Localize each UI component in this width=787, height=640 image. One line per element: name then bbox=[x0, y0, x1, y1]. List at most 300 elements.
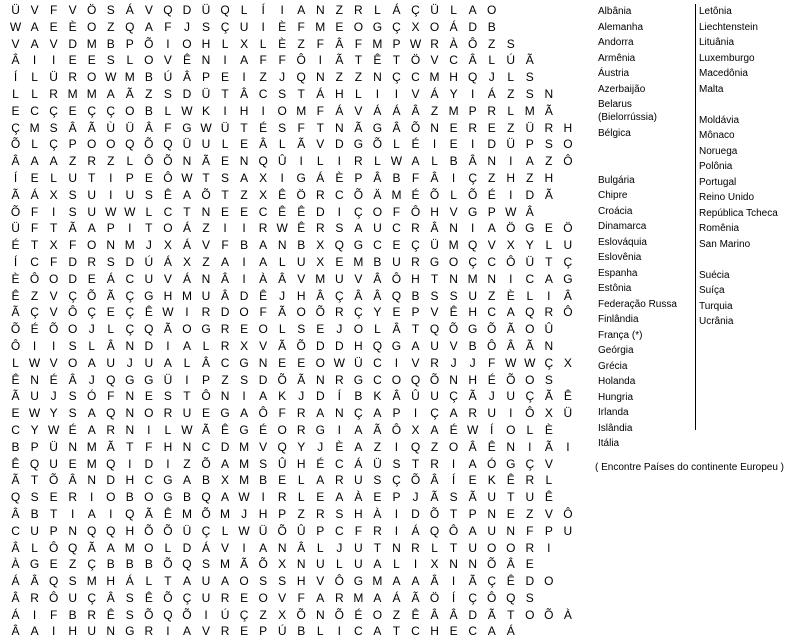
grid-letter: Â bbox=[430, 221, 439, 236]
word-list-column-1 bbox=[598, 4, 688, 452]
grid-letter: G bbox=[163, 490, 173, 505]
grid-letter: E bbox=[278, 473, 287, 488]
grid-letter: G bbox=[467, 204, 478, 219]
grid-letter: M bbox=[429, 70, 440, 85]
grid-letter: Ç bbox=[87, 305, 97, 320]
grid-row bbox=[6, 237, 577, 254]
grid-letter: O bbox=[106, 490, 116, 505]
grid-letter: J bbox=[50, 389, 57, 404]
grid-letter: A bbox=[163, 355, 172, 370]
grid-letter: Q bbox=[163, 137, 173, 152]
grid-letter: V bbox=[49, 305, 58, 320]
grid-letter: Z bbox=[68, 557, 77, 572]
grid-letter: Z bbox=[354, 70, 363, 85]
grid-letter: I bbox=[223, 221, 227, 236]
grid-letter: O bbox=[525, 607, 535, 622]
word-list-column-2 bbox=[699, 4, 778, 330]
grid-letter: A bbox=[259, 254, 268, 269]
grid-letter: V bbox=[49, 36, 58, 51]
grid-letter: Ã bbox=[87, 120, 96, 135]
grid-letter: Z bbox=[259, 607, 267, 622]
grid-letter: Ã bbox=[201, 422, 210, 437]
grid-letter: I bbox=[242, 271, 246, 286]
grid-letter: I bbox=[337, 154, 341, 169]
grid-row bbox=[6, 523, 577, 540]
country-word: Chipre bbox=[598, 190, 628, 201]
grid-letter: À bbox=[563, 607, 572, 622]
grid-letter: N bbox=[334, 406, 344, 421]
grid-letter: W bbox=[238, 490, 250, 505]
grid-letter: A bbox=[30, 624, 39, 639]
grid-letter: Q bbox=[334, 238, 344, 253]
grid-letter: I bbox=[51, 204, 56, 219]
grid-letter: W bbox=[124, 204, 136, 219]
grid-letter: F bbox=[30, 204, 39, 219]
grid-letter: U bbox=[315, 557, 325, 572]
grid-letter: R bbox=[334, 305, 344, 320]
grid-letter: B bbox=[106, 557, 115, 572]
grid-letter: I bbox=[32, 338, 37, 353]
grid-letter: H bbox=[563, 120, 573, 135]
grid-letter: P bbox=[125, 170, 134, 185]
grid-letter: P bbox=[316, 523, 325, 538]
country-word: Irlanda bbox=[598, 407, 629, 418]
grid-letter: B bbox=[240, 238, 249, 253]
grid-letter: Ç bbox=[125, 305, 135, 320]
grid-row bbox=[6, 187, 577, 204]
grid-letter: Â bbox=[11, 540, 20, 555]
grid-letter: L bbox=[545, 238, 553, 253]
grid-letter: U bbox=[430, 338, 439, 353]
grid-letter: Ú bbox=[220, 607, 230, 622]
grid-letter: E bbox=[240, 204, 249, 219]
grid-letter: D bbox=[182, 3, 192, 17]
grid-letter: Ç bbox=[525, 456, 535, 471]
grid-row bbox=[6, 288, 577, 305]
grid-letter: Ç bbox=[468, 590, 477, 605]
grid-letter: Ã bbox=[11, 305, 20, 320]
grid-letter: N bbox=[315, 70, 325, 85]
grid-letter: M bbox=[239, 439, 250, 454]
grid-letter: I bbox=[299, 154, 303, 169]
country-word: Letônia bbox=[699, 6, 732, 17]
grid-letter: Ü bbox=[525, 254, 535, 269]
grid-letter: V bbox=[11, 36, 20, 51]
grid-letter: Ã bbox=[278, 305, 287, 320]
grid-letter: P bbox=[106, 221, 115, 236]
grid-letter: Õ bbox=[410, 473, 421, 488]
grid-letter: Ã bbox=[544, 389, 553, 404]
grid-letter: Ô bbox=[10, 338, 21, 353]
grid-letter: Z bbox=[221, 372, 229, 387]
grid-letter: G bbox=[429, 254, 440, 269]
grid-row bbox=[6, 607, 577, 624]
grid-letter: F bbox=[107, 389, 115, 404]
grid-letter: A bbox=[487, 221, 496, 236]
country-word: Ucrânia bbox=[699, 316, 734, 327]
grid-letter: Ô bbox=[487, 338, 497, 353]
grid-letter: T bbox=[49, 506, 58, 521]
grid-letter: R bbox=[106, 422, 116, 437]
grid-letter: W bbox=[390, 154, 403, 169]
grid-letter: H bbox=[544, 170, 554, 185]
grid-letter: I bbox=[413, 406, 418, 421]
grid-letter: E bbox=[221, 154, 230, 169]
grid-letter: Ç bbox=[87, 103, 97, 118]
grid-letter: Ô bbox=[391, 271, 402, 286]
grid-letter: S bbox=[506, 36, 515, 51]
grid-row bbox=[6, 136, 577, 153]
grid-letter: S bbox=[106, 254, 115, 269]
grid-letter: Õ bbox=[544, 607, 554, 622]
grid-letter: M bbox=[124, 70, 135, 85]
grid-letter: I bbox=[375, 86, 380, 101]
grid-letter: Ç bbox=[354, 204, 363, 219]
grid-letter: Á bbox=[449, 19, 458, 34]
grid-letter: G bbox=[372, 120, 383, 135]
grid-letter: S bbox=[335, 221, 344, 236]
grid-letter: I bbox=[394, 523, 399, 538]
grid-letter: E bbox=[449, 120, 458, 135]
grid-letter: N bbox=[106, 238, 116, 253]
grid-letter: R bbox=[87, 254, 97, 269]
grid-letter: Á bbox=[316, 86, 325, 101]
grid-letter: T bbox=[449, 540, 458, 555]
grid-letter: I bbox=[242, 254, 246, 269]
grid-letter: U bbox=[354, 557, 363, 572]
grid-row bbox=[6, 36, 577, 53]
grid-letter: M bbox=[391, 187, 402, 202]
grid-letter: E bbox=[144, 170, 153, 185]
grid-letter: S bbox=[68, 574, 77, 589]
grid-letter: F bbox=[354, 36, 363, 51]
grid-letter: É bbox=[449, 422, 458, 437]
grid-letter: V bbox=[68, 3, 77, 17]
grid-letter: O bbox=[239, 574, 249, 589]
grid-letter: D bbox=[68, 254, 77, 269]
grid-letter: Ê bbox=[544, 490, 553, 505]
grid-letter: G bbox=[163, 473, 173, 488]
grid-letter: Í bbox=[261, 3, 265, 17]
grid-letter: A bbox=[506, 305, 515, 320]
grid-letter: I bbox=[185, 372, 189, 387]
grid-letter: C bbox=[201, 439, 211, 454]
grid-letter: R bbox=[411, 540, 420, 555]
grid-letter: E bbox=[68, 103, 77, 118]
grid-letter: Z bbox=[488, 36, 496, 51]
grid-letter: L bbox=[374, 322, 381, 337]
grid-letter: Û bbox=[544, 322, 554, 337]
grid-letter: O bbox=[372, 607, 383, 622]
grid-letter: N bbox=[277, 540, 287, 555]
grid-letter: F bbox=[145, 439, 153, 454]
grid-letter: L bbox=[12, 355, 19, 370]
grid-letter: B bbox=[411, 288, 420, 303]
grid-letter: L bbox=[374, 154, 381, 169]
grid-letter: I bbox=[70, 506, 75, 521]
grid-letter: G bbox=[391, 338, 402, 353]
grid-letter: I bbox=[166, 624, 170, 639]
grid-letter: H bbox=[334, 86, 344, 101]
grid-letter: Ô bbox=[563, 154, 573, 169]
grid-letter: F bbox=[49, 607, 58, 622]
grid-letter: Á bbox=[411, 523, 420, 538]
grid-letter: Û bbox=[277, 456, 287, 471]
grid-letter: P bbox=[30, 439, 39, 454]
grid-letter: I bbox=[547, 540, 551, 555]
grid-letter: F bbox=[488, 355, 496, 370]
grid-letter: Ê bbox=[449, 305, 458, 320]
grid-letter: S bbox=[544, 137, 553, 152]
grid-letter: U bbox=[68, 170, 77, 185]
grid-letter: W bbox=[181, 103, 193, 118]
grid-letter: Õ bbox=[10, 204, 21, 219]
grid-letter: C bbox=[220, 355, 230, 370]
grid-letter: I bbox=[32, 53, 37, 68]
grid-letter: Ô bbox=[391, 422, 402, 437]
grid-letter: L bbox=[355, 86, 362, 101]
grid-letter: Ç bbox=[106, 103, 116, 118]
grid-letter: Q bbox=[10, 490, 21, 505]
grid-letter: O bbox=[258, 322, 268, 337]
grid-letter: A bbox=[106, 86, 115, 101]
grid-letter: B bbox=[297, 624, 306, 639]
country-word: República Tcheca bbox=[699, 207, 778, 219]
grid-letter: E bbox=[240, 624, 249, 639]
grid-letter: Õ bbox=[487, 322, 497, 337]
grid-letter: D bbox=[106, 473, 116, 488]
grid-letter: A bbox=[182, 187, 191, 202]
grid-letter: D bbox=[68, 36, 77, 51]
grid-letter: Z bbox=[107, 154, 115, 169]
grid-letter: B bbox=[144, 103, 153, 118]
grid-row bbox=[6, 304, 577, 321]
grid-letter: F bbox=[392, 204, 401, 219]
grid-letter: W bbox=[505, 204, 517, 219]
grid-letter: P bbox=[392, 490, 401, 505]
grid-letter: S bbox=[259, 574, 268, 589]
grid-letter: Õ bbox=[163, 154, 173, 169]
grid-letter: Ã bbox=[297, 137, 306, 152]
grid-letter: C bbox=[334, 187, 344, 202]
grid-letter: I bbox=[109, 506, 113, 521]
grid-letter: S bbox=[125, 590, 134, 605]
grid-letter: Ü bbox=[563, 406, 573, 421]
grid-letter: V bbox=[449, 338, 458, 353]
grid-letter: Â bbox=[449, 607, 458, 622]
grid-letter: Ã bbox=[506, 322, 515, 337]
grid-letter: N bbox=[506, 439, 516, 454]
grid-letter: N bbox=[220, 389, 230, 404]
grid-letter: É bbox=[49, 372, 58, 387]
grid-letter: Ú bbox=[277, 624, 287, 639]
grid-letter: T bbox=[297, 86, 305, 101]
grid-row bbox=[6, 153, 577, 170]
grid-letter: A bbox=[392, 574, 401, 589]
grid-letter: J bbox=[88, 372, 95, 387]
grid-letter: I bbox=[432, 137, 437, 152]
grid-row bbox=[6, 321, 577, 338]
grid-letter: Ã bbox=[163, 322, 172, 337]
grid-letter: U bbox=[144, 271, 154, 286]
grid-letter: D bbox=[411, 506, 420, 521]
grid-letter: O bbox=[67, 322, 78, 337]
grid-letter: Ê bbox=[278, 187, 287, 202]
grid-letter: Õ bbox=[201, 456, 211, 471]
country-word bbox=[598, 142, 688, 158]
grid-letter: U bbox=[563, 523, 573, 538]
grid-letter: Ê bbox=[297, 221, 306, 236]
grid-letter: V bbox=[487, 238, 496, 253]
grid-letter: J bbox=[279, 288, 286, 303]
country-word bbox=[598, 157, 688, 173]
grid-letter: N bbox=[68, 439, 77, 454]
grid-letter: Í bbox=[451, 473, 456, 488]
grid-letter: G bbox=[506, 456, 516, 471]
grid-letter: L bbox=[297, 490, 305, 505]
grid-letter: Z bbox=[373, 439, 382, 454]
grid-letter: F bbox=[411, 170, 420, 185]
grid-letter: Ç bbox=[468, 254, 477, 269]
grid-letter: S bbox=[30, 490, 39, 505]
country-word: Hungria bbox=[598, 391, 634, 403]
grid-letter: Â bbox=[259, 137, 268, 152]
grid-letter: Á bbox=[487, 86, 496, 101]
grid-letter: V bbox=[278, 590, 287, 605]
grid-letter: Z bbox=[526, 170, 534, 185]
grid-letter: O bbox=[353, 322, 364, 337]
grid-letter: L bbox=[221, 36, 229, 51]
grid-letter: T bbox=[373, 540, 382, 555]
grid-letter: N bbox=[125, 422, 135, 437]
grid-row bbox=[6, 456, 577, 473]
grid-letter: R bbox=[315, 187, 325, 202]
grid-letter: Ô bbox=[29, 271, 40, 286]
grid-letter: N bbox=[106, 624, 116, 639]
grid-letter: X bbox=[49, 187, 58, 202]
grid-letter: L bbox=[507, 103, 515, 118]
grid-letter: À bbox=[354, 490, 363, 505]
grid-letter: Ü bbox=[182, 137, 192, 152]
grid-letter: Ã bbox=[278, 338, 287, 353]
grid-letter: O bbox=[448, 439, 459, 454]
grid-letter: F bbox=[354, 523, 363, 538]
grid-letter: O bbox=[182, 36, 192, 51]
grid-letter: C bbox=[449, 53, 458, 68]
grid-letter: N bbox=[277, 238, 287, 253]
grid-letter: D bbox=[334, 338, 344, 353]
grid-letter: L bbox=[12, 86, 19, 101]
grid-row bbox=[6, 388, 577, 405]
grid-letter: Õ bbox=[277, 523, 287, 538]
grid-letter: Q bbox=[182, 557, 192, 572]
grid-letter: E bbox=[544, 221, 553, 236]
grid-letter: Ã bbox=[297, 372, 306, 387]
grid-letter: U bbox=[354, 540, 363, 555]
grid-letter: T bbox=[183, 204, 191, 219]
country-word: Macedônia bbox=[699, 68, 748, 79]
grid-letter: Q bbox=[67, 540, 78, 555]
grid-letter: A bbox=[30, 36, 39, 51]
grid-letter: Â bbox=[316, 288, 325, 303]
grid-letter: È bbox=[335, 439, 344, 454]
grid-letter: N bbox=[487, 506, 497, 521]
grid-letter: M bbox=[467, 271, 478, 286]
grid-letter: Â bbox=[297, 540, 306, 555]
grid-letter: I bbox=[470, 137, 475, 152]
grid-letter: T bbox=[126, 439, 134, 454]
grid-letter: E bbox=[525, 557, 534, 572]
grid-letter: H bbox=[239, 103, 249, 118]
instruction-note: ( Encontre Países do continente Europeu ) bbox=[595, 462, 785, 473]
grid-letter: I bbox=[509, 187, 513, 202]
grid-letter: A bbox=[373, 557, 382, 572]
grid-letter: M bbox=[296, 103, 307, 118]
grid-letter: V bbox=[544, 506, 553, 521]
grid-letter: È bbox=[506, 288, 515, 303]
grid-letter: W bbox=[200, 120, 212, 135]
grid-letter: Ç bbox=[449, 389, 458, 404]
grid-letter: Ù bbox=[106, 120, 116, 135]
grid-letter: Ã bbox=[468, 389, 477, 404]
grid-row bbox=[6, 254, 577, 271]
grid-letter: D bbox=[68, 271, 77, 286]
grid-letter: Á bbox=[430, 86, 439, 101]
grid-letter: U bbox=[468, 540, 477, 555]
grid-letter: Ã bbox=[87, 540, 96, 555]
grid-letter: Â bbox=[68, 372, 77, 387]
grid-letter: B bbox=[487, 19, 496, 34]
grid-letter: Q bbox=[372, 338, 383, 353]
grid-letter: B bbox=[144, 70, 153, 85]
grid-letter: C bbox=[11, 523, 20, 538]
grid-letter: C bbox=[334, 456, 344, 471]
grid-letter: E bbox=[449, 624, 458, 639]
grid-letter: E bbox=[49, 557, 58, 572]
grid-letter: Ç bbox=[11, 120, 20, 135]
grid-letter: È bbox=[11, 271, 20, 286]
grid-letter: Ô bbox=[525, 406, 535, 421]
grid-letter: N bbox=[201, 53, 211, 68]
grid-letter: O bbox=[87, 19, 97, 34]
grid-letter: A bbox=[430, 422, 439, 437]
grid-letter: Õ bbox=[487, 557, 497, 572]
grid-letter: Ê bbox=[221, 422, 230, 437]
grid-letter: B bbox=[125, 490, 134, 505]
grid-letter: Ô bbox=[296, 53, 306, 68]
grid-letter: P bbox=[354, 170, 363, 185]
grid-letter: J bbox=[488, 389, 495, 404]
grid-letter: Z bbox=[430, 439, 439, 454]
grid-letter: U bbox=[30, 389, 39, 404]
grid-letter: V bbox=[201, 238, 210, 253]
grid-letter: Ô bbox=[487, 590, 497, 605]
grid-letter: H bbox=[163, 288, 173, 303]
grid-letter: P bbox=[525, 137, 534, 152]
grid-letter: N bbox=[182, 439, 192, 454]
grid-letter: O bbox=[144, 540, 154, 555]
grid-letter: A bbox=[49, 154, 58, 169]
country-word: Suécia bbox=[699, 269, 730, 281]
grid-letter: C bbox=[334, 523, 344, 538]
grid-letter: Õ bbox=[163, 590, 173, 605]
grid-letter: I bbox=[51, 53, 56, 68]
grid-letter: J bbox=[88, 322, 95, 337]
grid-letter: S bbox=[525, 86, 534, 101]
grid-letter: A bbox=[182, 574, 191, 589]
grid-letter: E bbox=[68, 53, 77, 68]
grid-letter: R bbox=[144, 624, 154, 639]
